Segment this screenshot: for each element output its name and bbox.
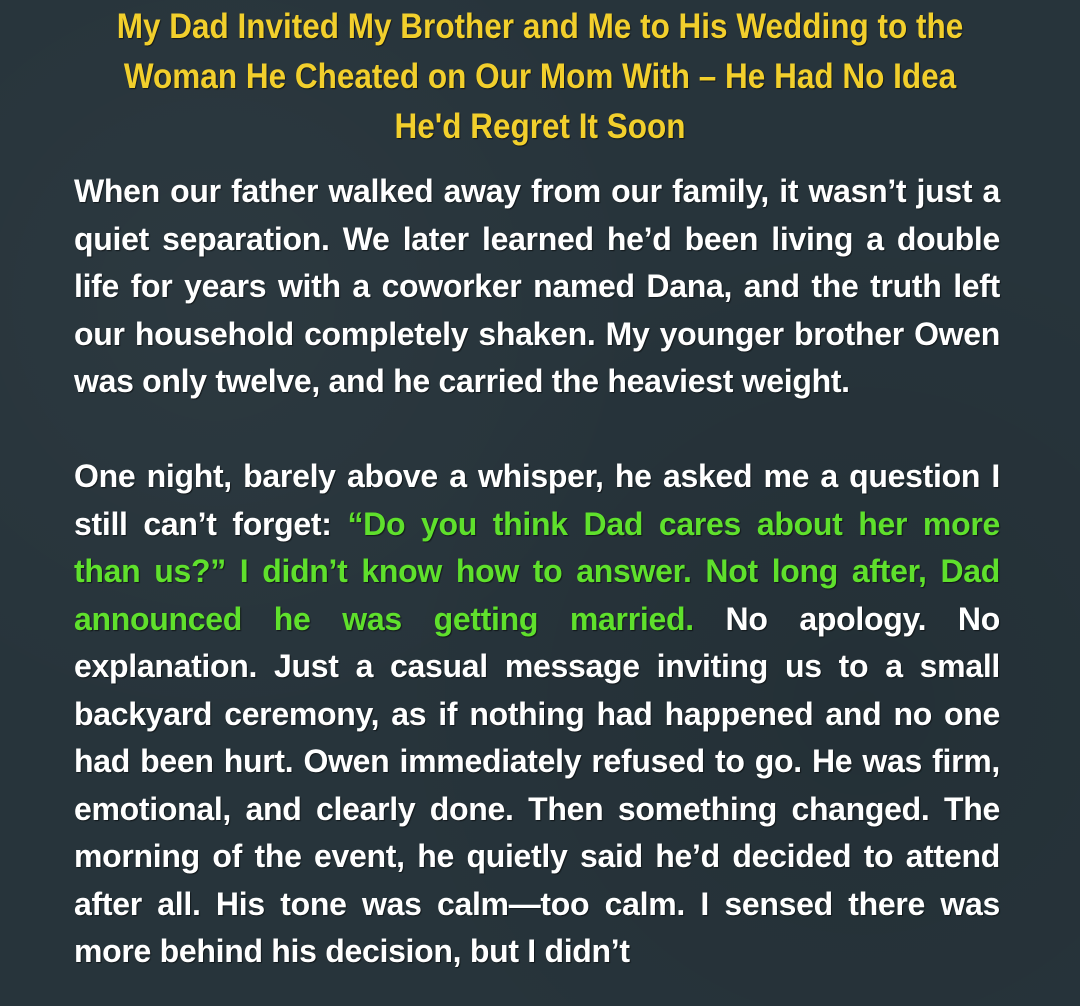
paragraph-2-intro: One night, barely above a whisper, he asked me a question I still can’t forget: (74, 458, 1000, 542)
paragraph-1: When our father walked away from our family, it wasn’t just a quiet separation. We later learned he’d been living a double life for years with a coworker named Dana, and the truth left our household completely shaken. My younger brother Owen was only twelve, and he carried the heaviest weight. (74, 173, 1000, 399)
article-title: My Dad Invited My Brother and Me to His Wedding to the Woman He Cheated on Our Mom With – He Had No Idea He'd Regret It Soon (116, 7, 964, 146)
paragraph-2-continuation: No apology. No explanation. Just a casual message inviting us to a small backyard ceremony, as if nothing had happened and no one had been hurt. Owen immediately refused to go. He was firm, emotional, and clearly done. Then something changed. The morning of the event, he quietly said he’d decided to attend after all. His tone was calm—too calm. I sensed there was more behind his decision, but I didn’t (74, 600, 1000, 969)
article-body (74, 168, 1000, 976)
highlighted-quote: “Do you think Dad cares about her more than us?” I didn’t know how to answer. Not long after, Dad announced he was getting married. (74, 505, 1000, 637)
paragraph-2 (74, 453, 1000, 976)
